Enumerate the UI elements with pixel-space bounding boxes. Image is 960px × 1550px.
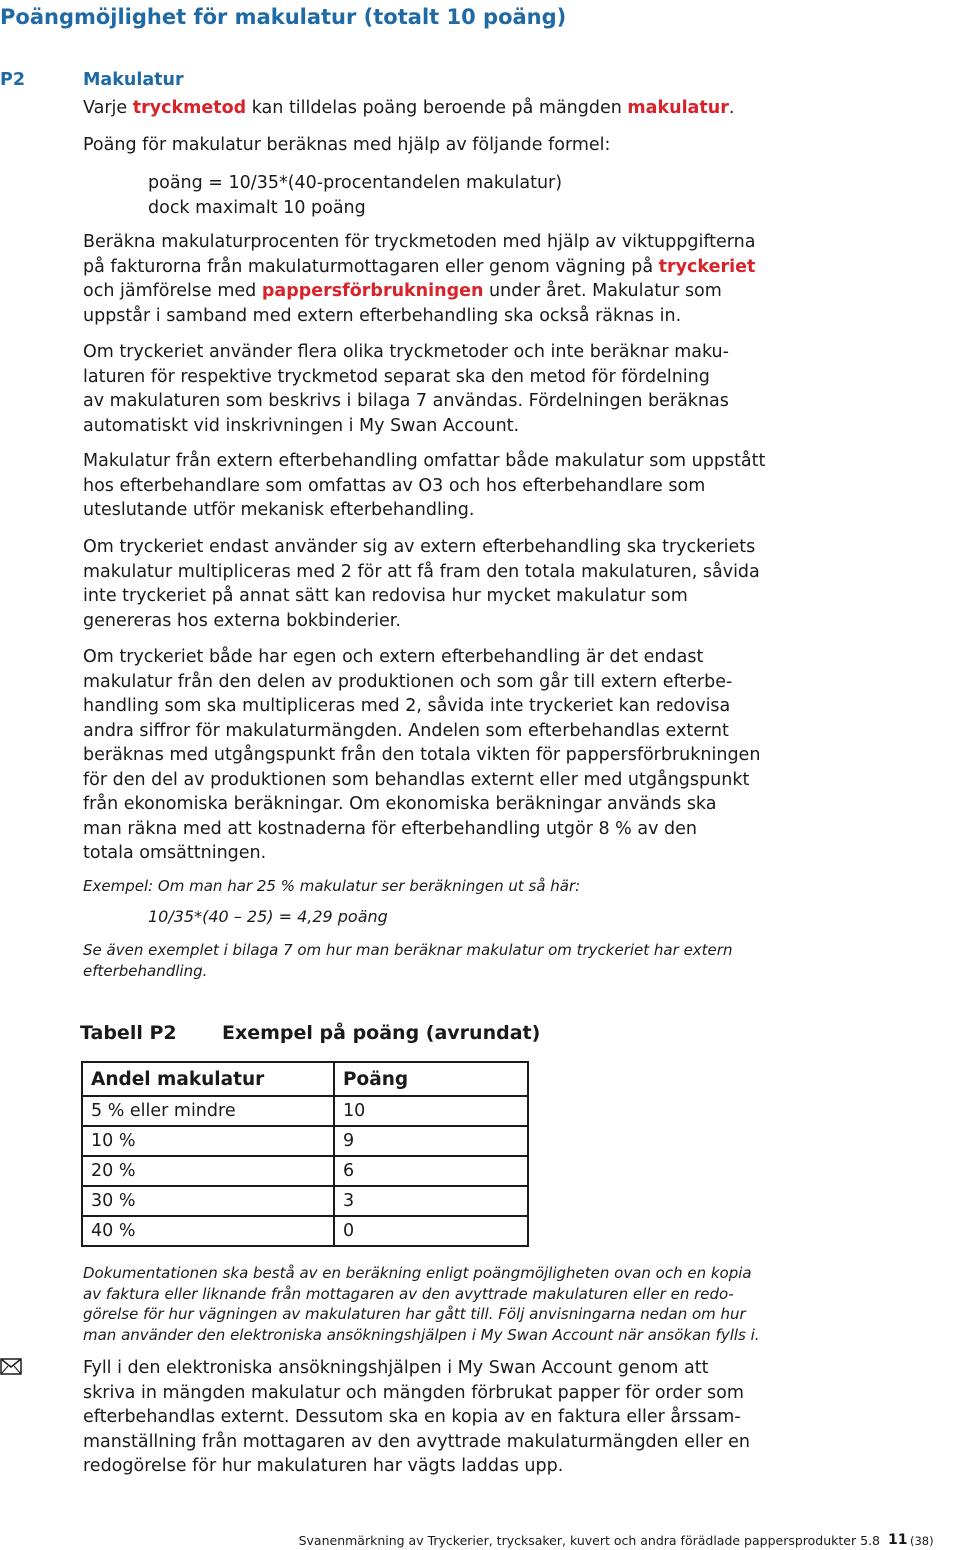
table-cell: 10 bbox=[334, 1096, 528, 1126]
paragraph-line: beräknas med utgångspunkt från den totala vikten för pappersförbrukningen bbox=[83, 745, 761, 765]
keyword-makulatur: makulatur bbox=[627, 98, 729, 118]
documentation-note bbox=[83, 1263, 760, 1345]
table-cell: 5 % eller mindre bbox=[82, 1096, 334, 1126]
final-instruction bbox=[83, 1356, 750, 1479]
intro-formula-lead: Poäng för makulatur beräknas med hjälp av följande formel: bbox=[83, 134, 611, 155]
table-cell: 0 bbox=[334, 1216, 528, 1246]
paragraph-line: andra siffror för makulaturmängden. Andelen som efterbehandlas externt bbox=[83, 720, 729, 741]
paragraph-line: från ekonomiska beräkningar. Om ekonomiska beräkningar används ska bbox=[83, 794, 717, 814]
paragraph-line: och jämförelse med pappersförbrukningen under året. Makulatur som bbox=[83, 281, 722, 301]
table-row bbox=[82, 1126, 528, 1156]
paragraph-line: inte tryckeriet på annat sätt kan redovisa hur mycket makulatur som bbox=[83, 586, 688, 606]
note-line: Se även exemplet i bilaga 7 om hur man beräknar makulatur om tryckeriet har extern bbox=[83, 941, 733, 959]
paragraph-line: man räkna med att kostnaderna för efterbehandling utgör 8 % av den bbox=[83, 818, 697, 839]
keyword-tryckeriet: tryckeriet bbox=[658, 256, 756, 277]
note-line: man använder den elektroniska ansökningshjälpen i My Swan Account när ansökan fylls i. bbox=[83, 1325, 760, 1344]
column-header: Poäng bbox=[334, 1062, 528, 1096]
many-methods-paragraph bbox=[83, 340, 729, 438]
paragraph-line: automatiskt vid inskrivningen i My Swan Account. bbox=[83, 415, 520, 436]
paragraph-line: för den del av produktionen som behandlas externt eller med utgångspunkt bbox=[83, 769, 750, 790]
formula-line: poäng = 10/35*(40-procentandelen makulatur) bbox=[148, 173, 563, 193]
paragraph-line: uppstår i samband med extern efterbehandling ska också räknas in. bbox=[83, 305, 682, 326]
both-finishing-paragraph bbox=[83, 645, 760, 866]
table-cell: 3 bbox=[334, 1186, 528, 1216]
only-external-paragraph bbox=[83, 535, 760, 633]
section-code: P2 bbox=[0, 70, 26, 90]
keyword-tryckmetod: tryckmetod bbox=[132, 98, 247, 118]
paragraph-line: Om tryckeriet både har egen och extern efterbehandling är det endast bbox=[83, 647, 704, 667]
page-number: 11 bbox=[888, 1532, 908, 1548]
table-header-row bbox=[82, 1062, 528, 1096]
table-cell: 6 bbox=[334, 1156, 528, 1186]
section-heading: Makulatur bbox=[83, 70, 184, 90]
paragraph-line: av makulaturen som beskrivs i bilaga 7 användas. Fördelningen beräknas bbox=[83, 391, 729, 411]
paragraph-line: hos efterbehandlare som omfattas av O3 och hos efterbehandlare som bbox=[83, 475, 706, 496]
paragraph-line: Om tryckeriet endast använder sig av extern efterbehandling ska tryckeriets bbox=[83, 537, 756, 557]
table-row bbox=[82, 1156, 528, 1186]
formula-line: dock maximalt 10 poäng bbox=[148, 197, 366, 218]
intro-line: Varje tryckmetod kan tilldelas poäng beroende på mängden makulatur. bbox=[83, 98, 735, 118]
table-label: Tabell P2 bbox=[80, 1022, 177, 1044]
table-row bbox=[82, 1186, 528, 1216]
note-line: efterbehandling. bbox=[83, 961, 208, 980]
table-row bbox=[82, 1216, 528, 1246]
column-header: Andel makulatur bbox=[82, 1062, 334, 1096]
table-cell: 40 % bbox=[82, 1216, 334, 1246]
calculation-paragraph bbox=[83, 230, 756, 328]
example-calculation: 10/35*(40 – 25) = 4,29 poäng bbox=[148, 907, 388, 926]
paragraph-line: Fyll i den elektroniska ansökningshjälpen i My Swan Account genom att bbox=[83, 1358, 709, 1378]
note-line: Dokumentationen ska bestå av en beräkning enligt poängmöjligheten ovan och en kopia bbox=[83, 1264, 752, 1282]
note-line: görelse för hur vägningen av makulaturen har gått till. Följ anvisningarna nedan om hur bbox=[83, 1305, 746, 1323]
paragraph-line: manställning från mottagaren av den avyttrade makulaturmängden eller en bbox=[83, 1431, 750, 1452]
paragraph-line: makulatur från den delen av produktionen och som går till extern efterbe- bbox=[83, 671, 733, 692]
paragraph-line: Beräkna makulaturprocenten för tryckmetoden med hjälp av viktuppgifterna bbox=[83, 232, 756, 252]
paragraph-line: Makulatur från extern efterbehandling omfattar både makulatur som uppstått bbox=[83, 451, 766, 471]
paragraph-line: skriva in mängden makulatur och mängden förbrukat papper för order som bbox=[83, 1382, 744, 1403]
example-intro: Exempel: Om man har 25 % makulatur ser beräkningen ut så här: bbox=[83, 877, 581, 895]
page-total: (38) bbox=[910, 1534, 934, 1548]
keyword-pappersforbrukningen: pappersförbrukningen bbox=[261, 281, 484, 301]
envelope-icon bbox=[0, 1358, 22, 1379]
see-also-note bbox=[83, 940, 732, 981]
note-line: av faktura eller liknande från mottagaren av den avyttrade makulaturen eller en redo- bbox=[83, 1284, 734, 1303]
paragraph-line: Om tryckeriet använder flera olika tryckmetoder och inte beräknar maku- bbox=[83, 342, 729, 362]
paragraph-line: redogörelse för hur makulaturen har vägts laddas upp. bbox=[83, 1456, 564, 1476]
paragraph-line: genereras hos externa bokbinderier. bbox=[83, 610, 401, 631]
table-title: Exempel på poäng (avrundat) bbox=[222, 1022, 541, 1044]
table-row bbox=[82, 1096, 528, 1126]
table-cell: 9 bbox=[334, 1126, 528, 1156]
paragraph-line: handling som ska multipliceras med 2, såvida inte tryckeriet kan redovisa bbox=[83, 696, 731, 716]
points-table bbox=[81, 1061, 529, 1247]
paragraph-line: efterbehandlas externt. Dessutom ska en kopia av en faktura eller årssam- bbox=[83, 1407, 741, 1427]
external-finishing-paragraph bbox=[83, 449, 765, 523]
paragraph-line: totala omsättningen. bbox=[83, 843, 267, 863]
paragraph-line: laturen för respektive tryckmetod separat ska den metod för fördelning bbox=[83, 366, 710, 387]
paragraph-line: på fakturorna från makulaturmottagaren eller genom vägning på tryckeriet bbox=[83, 256, 756, 277]
formula bbox=[148, 171, 562, 220]
table-cell: 30 % bbox=[82, 1186, 334, 1216]
footer-text: Svanenmärkning av Tryckerier, trycksaker, kuvert och andra förädlade pappersprodukter 5.8 bbox=[298, 1533, 880, 1548]
page-title: Poängmöjlighet för makulatur (totalt 10 poäng) bbox=[0, 5, 567, 29]
table-cell: 10 % bbox=[82, 1126, 334, 1156]
table-cell: 20 % bbox=[82, 1156, 334, 1186]
intro-paragraph bbox=[83, 96, 734, 157]
paragraph-line: makulatur multipliceras med 2 för att få fram den totala makulaturen, såvida bbox=[83, 561, 760, 582]
paragraph-line: uteslutande utför mekanisk efterbehandling. bbox=[83, 500, 475, 520]
